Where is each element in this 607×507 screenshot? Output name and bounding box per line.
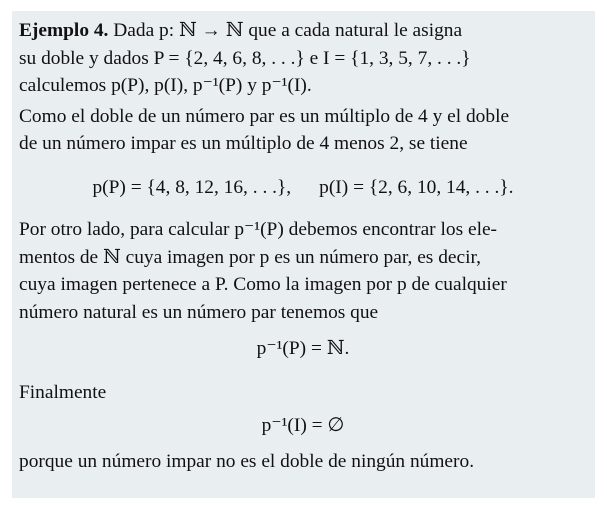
equation-2: p⁻¹(P) = ℕ.	[256, 338, 350, 359]
para2-line-3: cuya imagen pertenece a P. Como la imagen por p de cualquier	[19, 274, 507, 295]
intro-line-3: calculemos p(P), p(I), p⁻¹(P) y p⁻¹(I).	[19, 75, 312, 96]
intro-line-2: su doble y dados P = {2, 4, 6, 8, . . .} e I = {1, 3, 5, 7, . . .}	[19, 47, 471, 69]
example-heading: Ejemplo 4.	[19, 20, 109, 41]
para2-line-4: número natural es un número par tenemos que	[19, 301, 379, 323]
para2-line-1: Por otro lado, para calcular p⁻¹(P) debemos encontrar los ele-	[19, 219, 498, 240]
equation-1-right: p(I) = {2, 6, 10, 14, . . .}.	[319, 176, 514, 198]
paragraph-1	[19, 103, 587, 158]
paragraph-2	[19, 216, 587, 326]
finalmente-label: Finalmente	[19, 381, 107, 403]
para1-line-2: de un número impar es un múltiplo de 4 menos 2, se tiene	[19, 133, 468, 154]
example-box	[12, 11, 595, 498]
para1-line-1: Como el doble de un número par es un múltiplo de 4 y el doble	[19, 105, 510, 127]
intro-paragraph	[19, 17, 587, 100]
conclusion-text: porque un número impar no es el doble de ningún número.	[19, 450, 475, 472]
para2-line-2: mentos de ℕ cuya imagen por p es un número par, es decir,	[19, 246, 482, 268]
intro-line-1: Dada p: ℕ → ℕ que a cada natural le asigna	[113, 20, 463, 41]
equation-1	[19, 174, 587, 202]
equation-3: p⁻¹(I) = ∅	[261, 415, 345, 436]
equation-1-left: p(P) = {4, 8, 12, 16, . . .},	[92, 176, 292, 198]
